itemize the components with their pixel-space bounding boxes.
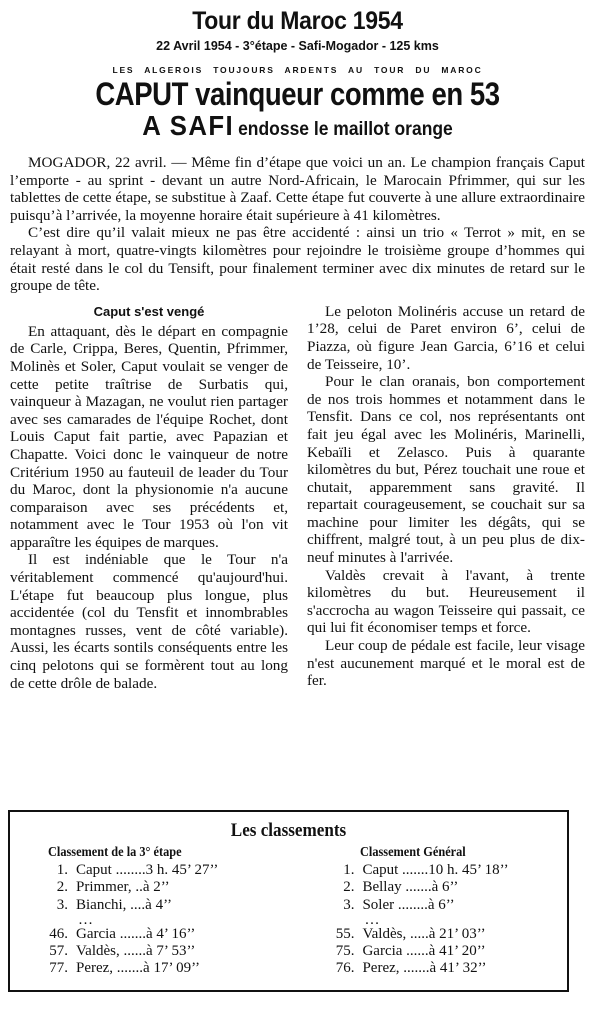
ranking-row [324, 879, 567, 896]
ranking-entry: Soler ........à 6’’ [362, 896, 455, 913]
ranking-row [38, 960, 288, 977]
ranking-row [38, 879, 288, 896]
ranking-entry: Valdès, ......à 7’ 53’’ [76, 943, 196, 960]
ranking-position: 75. [335, 943, 355, 960]
ranking-entry: Primmer, ..à 2’’ [76, 879, 170, 896]
column-paragraph: Valdès crevait à l'avant, à trente kilomètres du but. Heureusement il s'accrocha au wagon Teisseire qui passait, ce qui lui fit économiser temps et force. [307, 566, 585, 637]
headline-main: CAPUT vainqueur comme en 53 [95, 76, 500, 112]
ranking-entry: Caput ........3 h. 45’ 27’’ [76, 862, 219, 878]
classement-etape [10, 844, 288, 978]
ranking-position: 3. [343, 896, 355, 913]
classements-box [8, 810, 569, 992]
classements-columns [10, 844, 567, 978]
headline-secondary-big: A SAFI [142, 110, 234, 141]
ranking-position: 1. [56, 862, 68, 878]
classement-etape-heading: Classement de la 3° étape [48, 845, 182, 860]
classement-general [288, 844, 567, 978]
ranking-entry: Valdès, .....à 21’ 03’’ [362, 925, 486, 942]
ranking-row [38, 897, 288, 914]
ranking-position: 77. [49, 960, 68, 977]
column-paragraph: Le peloton Molinéris accuse un retard de 1’28, celui de Paret environ 6’, celui de Piazza, où figure Jean Garcia, 6’16 et celui de Teisseire, 10’. [307, 302, 585, 373]
ranking-entry: Perez, .......à 41’ 32’’ [362, 960, 487, 977]
ranking-row [324, 926, 567, 943]
column-subhead: Caput s'est vengé [93, 303, 205, 319]
article-lead [10, 154, 585, 295]
ranking-position: 1. [343, 862, 355, 878]
ranking-ellipsis: … [78, 911, 93, 928]
right-column [307, 303, 585, 692]
column-paragraph: Leur coup de pédale est facile, leur visage n'est aucunement marqué et le moral est de fer. [307, 637, 585, 690]
headline-secondary [33, 111, 562, 146]
headline-kicker: LES ALGEROIS TOUJOURS ARDENTS AU TOUR DU MAROC [112, 65, 483, 75]
ranking-entry: Perez, .......à 17’ 09’’ [76, 960, 200, 977]
page-title: Tour du Maroc 1954 [192, 7, 403, 35]
classements-title: Les classements [230, 820, 347, 841]
column-paragraph: En attaquant, dès le départ en compagnie de Carle, Crippa, Beres, Quentin, Pfrimmer, Molinès et Soler, Caput voulait se venger de cette petite traîtrise de Surbatis qui, vainqueur à Mazagan, ne voulut rien partager avec ses camarades de l'équipe Rochet, dont Louis Caput fait partie, avec Papazian et Chapatte. Voici donc le vainqueur de notre Critérium 1950 au fauteuil de leader du Tour du Maroc, dont la physionomie n'a aucune comparaison avec ses précédents et, notamment avec le Tour 1953 où l'on vit apparaître les équipes de marques. [10, 322, 288, 551]
headline-secondary-small: endosse le maillot orange [238, 119, 453, 140]
left-column [10, 303, 288, 692]
ranking-row [324, 943, 567, 960]
column-paragraph: Pour le clan oranais, bon comportement de nos trois hommes et notamment dans le Tensfit. Dans ce col, nos représentants ont fait jeu égal avec les Molinéris, Marinelli, Kebaïli et Zelasco. Puis à quarante kilomètres du but, Pérez touchait une roue et chutait, apparemment sans gravité. Il repartait courageusement, se couchait sur sa machine pour limiter les dégâts, qui se chiffrent, malgré tout, à un peu plus de dix-neuf minutes à l'arrivée. [307, 373, 585, 567]
newspaper-page [10, 6, 585, 692]
classement-general-heading: Classement Général [360, 845, 467, 860]
lead-paragraph: MOGADOR, 22 avril. — Même fin d’étape que voici un an. Le champion français Caput l’emporte - au sprint - devant un autre Nord-Africain, le Marocain Pfrimmer, qui sur les tablettes de cette étape, se substitue à Zaaf. Cette étape fut couverte à une allure extraordinaire puisqu’à l’arrivée, la moyenne horaire était supérieure à 41 kilomètres. [10, 154, 585, 224]
column-paragraph: Il est indéniable que le Tour n'a véritablement commencé qu'aujourd'hui. L'étape fut beaucoup plus longue, plus accidentée (col du Tensfit et innombrables montagnes russes, vent de côté variable). Aussi, les écarts sontils conséquents entre les cinq pelotons qui se formèrent tout au long de cette drôle de balade. [10, 551, 288, 692]
ranking-position: 76. [335, 960, 355, 977]
article-columns [10, 303, 585, 692]
lead-paragraph: C’est dire qu’il valait mieux ne pas être accidenté : ainsi un trio « Terrot » mit, en se relayant à mort, quatre-vingts kilomètres pour rejoindre le troisième groupe d’hommes qui était resté dans le col du Tensift, pour finalement terminer avec dix minutes de retard sur le groupe de tête. [10, 224, 585, 295]
ranking-entry: Bianchi, ....à 4’’ [76, 896, 172, 913]
ranking-row [38, 862, 288, 879]
ranking-row [324, 897, 567, 914]
ranking-entry: Garcia ......à 41’ 20’’ [362, 943, 486, 960]
ranking-row [38, 926, 288, 943]
ranking-position: 46. [49, 925, 68, 942]
ranking-row [324, 960, 567, 977]
ranking-position: 2. [56, 879, 68, 896]
ranking-position: 55. [335, 925, 355, 942]
page-subtitle: 22 Avril 1954 - 3°étape - Safi-Mogador - 125 kms [156, 39, 439, 53]
ranking-position: 57. [49, 943, 68, 960]
ranking-row [324, 862, 567, 879]
ranking-row [38, 943, 288, 960]
ranking-entry: Garcia .......à 4’ 16’’ [76, 925, 196, 942]
ranking-position: 3. [56, 896, 68, 913]
ranking-ellipsis: … [364, 911, 380, 928]
ranking-entry: Caput .......10 h. 45’ 18’’ [362, 862, 509, 878]
ranking-position: 2. [343, 879, 355, 896]
ranking-entry: Bellay .......à 6’’ [362, 879, 459, 896]
